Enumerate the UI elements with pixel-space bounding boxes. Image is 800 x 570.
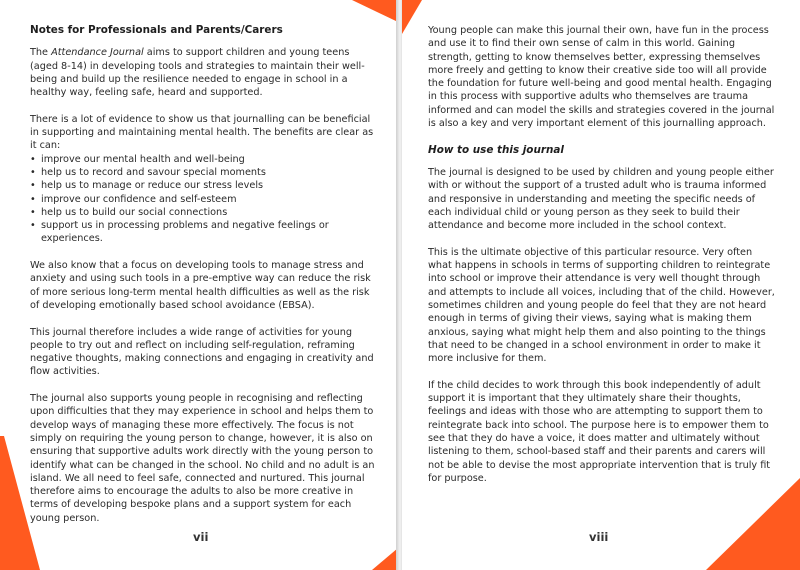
list-item: • help us to record and savour special moments — [30, 166, 375, 179]
intro-text-end: aims to support children and young teens (aged 8-14) in developing tools and strategies to maintain their well-being and build up the resilience needed to engage in school in a healthy way, feeling safe, heard and supported. — [30, 47, 365, 99]
evidence-intro-text: There is a lot of evidence to show us that journalling can be beneficial in supporting and maintaining mental health. The benefits are clear as it can: — [30, 113, 374, 152]
own-journal-paragraph: Young people can make this journal their own, have fun in the process and use it to find their own sense of calm in this world. Gaining strength, getting to know themselves better, expressing themselves more freely and getting to know their creative side too will all provide the foundation for future well-being and good mental health. Engaging in this process with supportive adults who themselves are trauma informed and can model the skills and strategies covered in the journal is also a key and very important element of this journalling approach. — [428, 25, 775, 130]
left-text-column — [30, 24, 375, 538]
how-to-use-heading: How to use this journal — [428, 143, 564, 156]
activities-paragraph: This journal therefore includes a wide range of activities for young people to try out and reflect on including self-regulation, reframing negative thoughts, making connections and engaging in creativity and flow activities. — [30, 326, 374, 378]
objective-paragraph: This is the ultimate objective of this particular resource. Very often what happens in schools in terms of supporting children to reintegrate into school or improve their attendance is very well thought through and attempts to include all voices, including that of the child. However, sometimes children and young people do feel that they are not heard enough in terms of giving their views, saying what is making them anxious, saying what might help them and also pointing to the things that need to be changed in a school environment in order to make it more inclusive for them. — [428, 246, 775, 365]
bottom-right-corner-decoration — [372, 548, 398, 570]
list-item: • help us to build our social connections — [30, 206, 375, 219]
right-text-column — [428, 24, 778, 498]
benefits-list — [30, 153, 375, 246]
page-number-right: viii — [589, 530, 609, 544]
support-paragraph: The journal also supports young people in recognising and reflecting upon difficulties that they may experience in school and helps them to develop ways of managing these more effectively. The focus is not simply on requiring the young person to change, however, it is also on ensuring that supportive adults work directly with the young person to identify what can be changed in the school. No child and no adult is an island. We all need to feel safe, connected and nurtured. This journal therefore aims to encourage the adults to also be more creative in terms of developing bespoke plans and a support system for each young person. — [30, 393, 375, 524]
left-page — [0, 0, 398, 570]
designed-paragraph: The journal is designed to be used by children and young people either with or without the support of a trusted adult who is trauma informed and responsive in understanding and meeting the specific needs of each individual child or young person as they seek to build their attendance and become more included in the school context. — [428, 166, 774, 232]
list-item: • help us to manage or reduce our stress levels — [30, 179, 375, 192]
section-heading: Notes for Professionals and Parents/Carers — [30, 24, 283, 36]
intro-text-start: The — [30, 47, 52, 59]
intro-paragraph — [30, 46, 375, 99]
journal-title-italic: Attendance Journal — [51, 47, 144, 59]
top-right-corner-decoration — [352, 0, 398, 22]
list-item: • improve our confidence and self-esteem — [30, 193, 375, 206]
stress-focus-paragraph: We also know that a focus on developing tools to manage stress and anxiety and using such tools in a pre-emptive way can reduce the risk of more serious long-term mental health difficulties as well as the risk of developing emotionally based school avoidance (EBSA). — [30, 260, 371, 311]
right-page — [402, 0, 800, 570]
list-item: • support us in processing problems and negative feelings or experiences. — [30, 219, 375, 246]
page-number-left: vii — [193, 530, 209, 544]
independent-use-paragraph: If the child decides to work through this book independently of adult support it is important that they ultimately share their thoughts, feelings and ideas with those who are attempting to support them to reintegrate back into school. The purpose here is to empower them to see that they do have a voice, it does matter and ultimately without listening to them, school-based staff and their parents and carers will not be able to devise the most appropriate intervention that is truly fit for purpose. — [428, 379, 771, 484]
top-left-corner-decoration — [402, 0, 422, 34]
list-item: • improve our mental health and well-being — [30, 153, 375, 166]
